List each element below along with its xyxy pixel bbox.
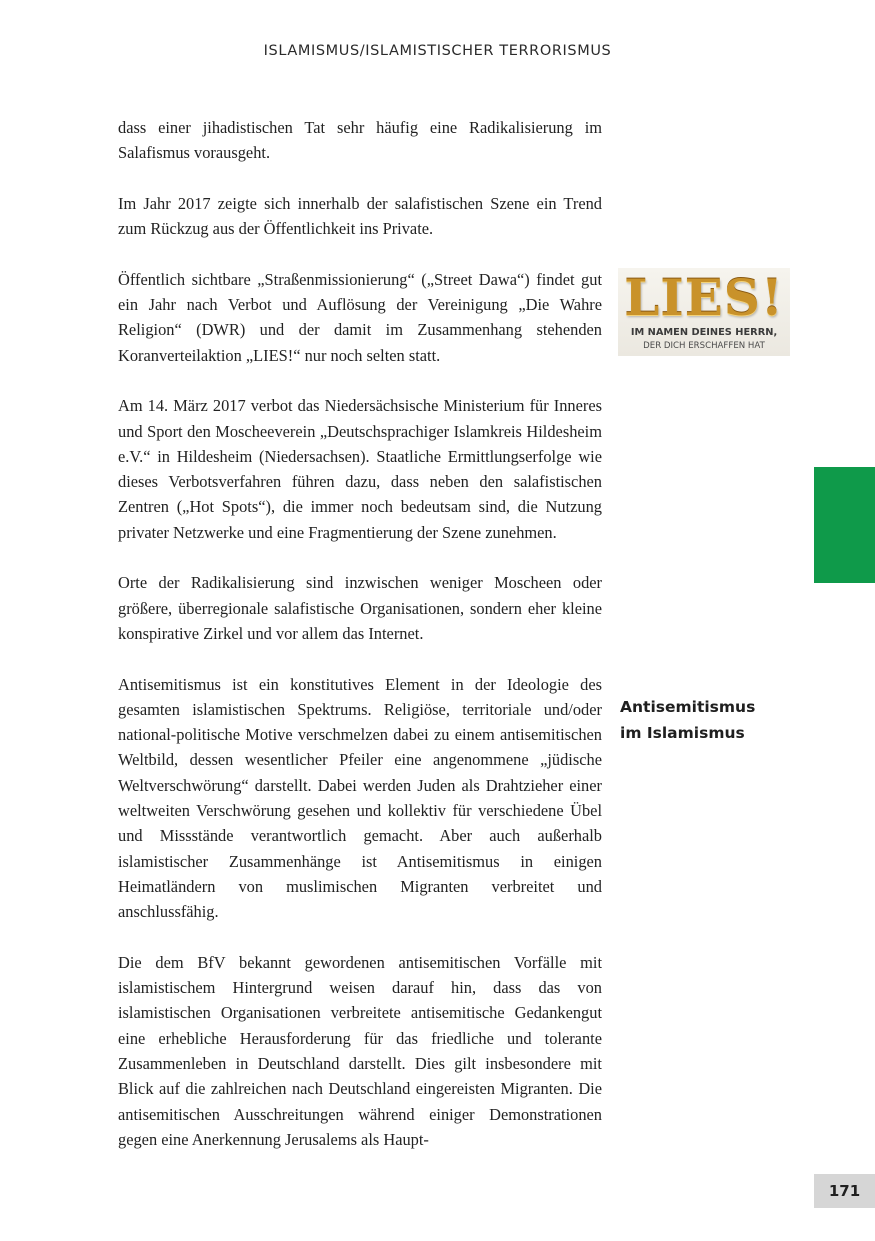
paragraph-ban-hildesheim: Am 14. März 2017 verbot das Niedersächsische Ministerium für Inneres und Sport den Moscheeverein „Deutschsprachiger Islamkreis Hildesheim e.V.“ in Hildesheim (Niedersachsen). Staatliche Ermittlungserfolge wie dieses Verbotsverfahren führen dazu, dass neben den salafistischen Zentren („Hot Spots“), die immer noch bedeutsam sind, die Nutzung privater Netzwerke und eine Fragmentierung der Szene zunehmen.: [118, 396, 602, 542]
paragraph-trend-2017: Im Jahr 2017 zeigte sich innerhalb der salafistischen Szene ein Trend zum Rückzug aus der Öffentlichkeit ins Private.: [118, 193, 602, 239]
margin-heading-antisemitism: [620, 694, 800, 746]
paragraph-bfv-incidents: Die dem BfV bekannt gewordenen antisemitischen Vorfälle mit islamistischem Hintergrund weisen darauf hin, dass das von islamistischen Organisationen verbreitete antisemitische Gedankengut eine erhebliche Herausforderung für das friedliche und tolerante Zusammenleben in Deutschland darstellt. Dies gilt insbesondere mit Blick auf die zahlreichen nach Deutschland eingereisten Migranten. Die antisemitischen Ausschreitungen während einiger Demonstrationen gegen eine Anerkennung Jerusalems als Haupt-: [118, 952, 602, 1149]
lies-subtitle-line-1: IM NAMEN DEINES HERRN,: [630, 327, 778, 338]
paragraph-street-dawa: Öffentlich sichtbare „Straßenmissionierung“ („Street Dawa“) findet gut ein Jahr nach Verbot und Auflösung der Vereinigung „Die Wahre Religion“ (DWR) und der damit im Zusammenhang stehenden Koranverteilaktion „LIES!“ nur noch selten statt.: [118, 269, 602, 365]
margin-heading-line-2: im Islamismus: [620, 724, 745, 742]
body-text: [118, 115, 602, 1177]
section-color-tab: [814, 467, 875, 583]
lies-campaign-image: [618, 268, 790, 356]
page-number: 171: [814, 1174, 875, 1208]
lies-subtitle-line-2: DER DICH ERSCHAFFEN HAT: [643, 341, 765, 351]
running-head: ISLAMISMUS/ISLAMISTISCHER TERRORISMUS: [263, 43, 612, 59]
lies-headline: LIES!: [624, 268, 784, 327]
paragraph-radicalization-places: Orte der Radikalisierung sind inzwischen weniger Moscheen oder größere, überregionale salafistische Organisationen, sondern eher kleine konspirative Zirkel und vor allem das Internet.: [118, 573, 602, 643]
paragraph-antisemitism: Antisemitismus ist ein konstitutives Element in der Ideologie des gesamten islamistischen Spektrums. Religiöse, territoriale und/oder national-politische Motive verschmelzen dabei zu einem antisemitischen Weltbild, dessen wesentlicher Pfeiler eine angenommene „jüdische Weltverschwörung“ darstellt. Dabei werden Juden als Drahtzieher einer weltweiten Verschwörung gesehen und kollektiv für verschiedene Übel und Missstände verantwortlich gemacht. Aber auch außerhalb islamistischer Zusammenhänge ist Antisemitismus in einigen Heimatländern von muslimischen Migranten verbreitet und anschlussfähig.: [118, 674, 602, 922]
margin-heading-line-1: Antisemitismus: [620, 698, 756, 716]
paragraph-radicalization: dass einer jihadistischen Tat sehr häufig eine Radikalisierung im Salafismus vorausgeht.: [118, 118, 602, 163]
